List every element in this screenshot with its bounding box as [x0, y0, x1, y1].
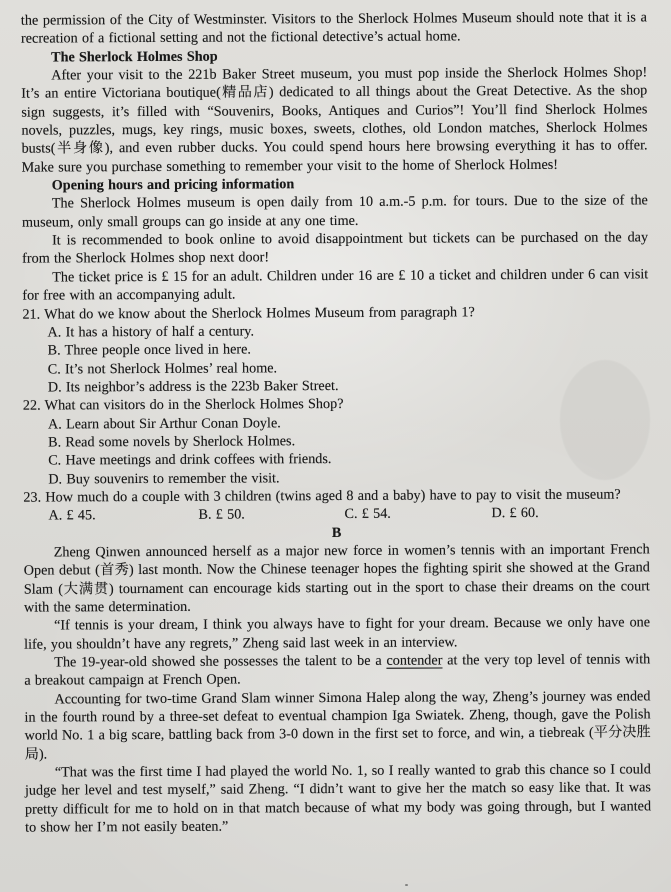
shop-section-paragraph: After your visit to the 221b Baker Street museum, you must pop inside the Sherlock Holmes Shop! It’s an entire Victoriana boutique(精品店) dedicated to all things about the Great Detective. As the shop sign suggests, it’s filled with “Souvenirs, Books, Antiques and Curios”! You’ll find Sherlock Holmes novels, puzzles, mugs, key rings, music boxes, sweets, clothes, old London matches, Sherlock Holmes busts(半身像), and even rubber ducks. You could spend hours here browsing everything it has to offer. Make sure you purchase something to remember your visit to the home of Sherlock Holmes!	[21, 64, 648, 176]
question-22-option-d: D. Buy souvenirs to remember the visit.	[48, 469, 280, 488]
question-21-option-c: C. It’s not Sherlock Holmes’ real home.	[47, 359, 278, 378]
shop-section-heading: The Sherlock Holmes Shop	[51, 48, 218, 66]
question-23-number: 23.	[23, 489, 42, 506]
hours-paragraph-2: It is recommended to book online to avoid disappointment but tickets can be purchased on the day from the Sherlock Holmes shop next door!	[22, 229, 649, 268]
question-23-option-a: A. £ 45.	[48, 507, 96, 524]
question-21-option-b: B. Three people once lived in here.	[47, 341, 252, 359]
passage-b-paragraph-4: Accounting for two-time Grand Slam winner Simona Halep along the way, Zheng’s journey was ended in the fourth round by a three-set defeat to eventual champion Iga Swiatek. Zheng, though, gave the Polish world No. 1 a big scare, battling back from 3-0 down in the first set to force, and win, a tiebreak (平分决胜局).	[24, 688, 651, 763]
passage-b-paragraph-2: “If tennis is your dream, I think you always have to fight for your dream. Because we only have one life, you shouldn’t have any regrets,” Zheng said last week in an interview.	[24, 614, 651, 653]
question-21-option-a: A. It has a history of half a century.	[47, 323, 255, 341]
question-21-number: 21.	[22, 306, 41, 323]
passage-b-label: B	[331, 524, 342, 541]
scan-speck	[405, 884, 408, 886]
question-23-option-b: B. £ 50.	[198, 506, 245, 524]
hours-section-heading: Opening hours and pricing information	[51, 176, 295, 194]
question-21-option-d: D. Its neighbor’s address is the 223b Baker Street.	[47, 377, 339, 396]
passage-a-continuation: the permission of the City of Westminster. Visitors to the Sherlock Holmes Museum should note that it is a recreation of a fictional setting and not the fictional detective’s actual home.	[20, 9, 647, 47]
question-22-number: 22.	[22, 397, 41, 414]
hours-paragraph-1: The Sherlock Holmes museum is open daily from 10 a.m.-5 p.m. for tours. Due to the size of the museum, only small groups can go inside at any one time.	[21, 192, 648, 231]
scan-smudge	[560, 360, 650, 480]
passage-b-paragraph-3	[24, 650, 650, 690]
passage-b-paragraph-5: “That was the first time I had played the world No. 1, so I really wanted to grab this chance so I could judge her level and test myself,” said Zheng. “I didn’t want to give her the match so easy like that. It was pretty difficult for me to hold on in that match because of what my body was going through, but I wanted to show her I’m not easily beaten.”	[24, 761, 652, 836]
question-21-text: What do we know about the Sherlock Holmes Museum from paragraph 1?	[44, 303, 475, 323]
question-22-option-a: A. Learn about Sir Arthur Conan Doyle.	[47, 414, 281, 433]
question-22-option-b: B. Read some novels by Sherlock Holmes.	[48, 433, 296, 451]
question-23	[23, 485, 649, 525]
question-22-text: What can visitors do in the Sherlock Holmes Shop?	[44, 396, 344, 414]
question-23-option-d: D. £ 60.	[491, 505, 539, 522]
question-22	[23, 394, 649, 489]
hours-paragraph-3: The ticket price is £ 15 for an adult. Children under 16 are £ 10 a ticket and children under 6 can visit for free with an accompanying adult.	[22, 266, 649, 304]
question-21	[22, 302, 648, 397]
underlined-word-contender: contender	[386, 652, 443, 669]
passage-b-paragraph-1: Zheng Qinwen announced herself as a major new force in women’s tennis with an important French Open debut (首秀) last month. Now the Chinese teenager hopes the fighting spirit she showed at the Grand Slam (大满贯) tournament can encourage kids starting out in the sport to chase their dreams on the court with the same determination.	[23, 541, 650, 616]
question-23-text: How much do a couple with 3 children (twins aged 8 and a baby) have to pay to visit the museum?	[45, 486, 621, 506]
question-23-option-c: C. £ 54.	[344, 505, 391, 523]
question-23-options-row	[48, 504, 649, 525]
question-22-option-c: C. Have meetings and drink coffees with friends.	[48, 451, 332, 469]
page-content	[21, 8, 651, 837]
passage-b-paragraph-3-after: at the very top level of tennis with a breakout campaign at French Open.	[24, 651, 651, 690]
passage-b-paragraph-3-before: The 19-year-old showed she possesses the talent to be a	[54, 652, 387, 671]
